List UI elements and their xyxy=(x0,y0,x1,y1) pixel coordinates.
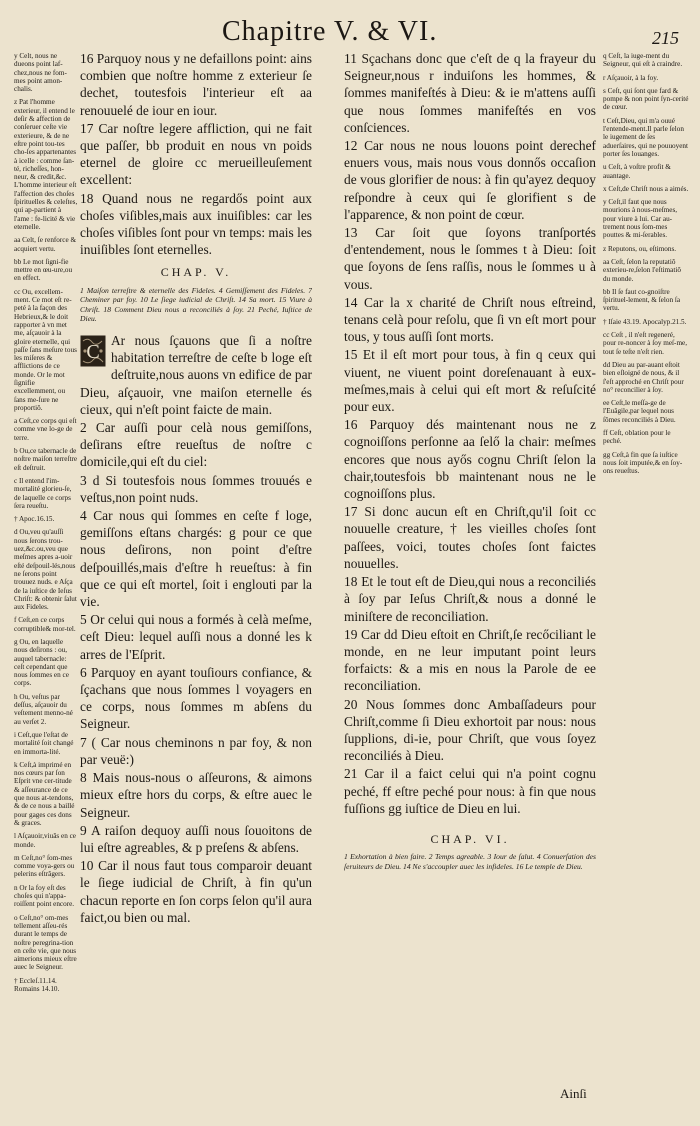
margin-note: k Ceſt,à imprimé en nos cœurs par ſon Eſprit vne cer-titude & aſſeurance de ce que nous at-tendons, & de ce nous a baillé pour gages ces dons & graces. xyxy=(14,760,75,827)
folio-number: 215 xyxy=(652,28,679,48)
margin-note: d Ou,veu qu'auſſi nous ſerons trou-uez,&c.ou,veu que meſmes apres a-uoir eſté deſpouil-lés,nous ne ſerons point trouuez nuds. e Aſça de la iuſtice de Ieſus Chriſt: & obtenir ſalut aux Fideles. xyxy=(14,528,77,612)
verse-number: 15 xyxy=(344,347,358,363)
verse xyxy=(80,50,312,119)
drop-initial-letter: C xyxy=(86,341,100,364)
verse-text: Car la x charité de Chriſt nous eſtreind, tenans celà pour reſolu, que ſi vn eſt mort pour tous, y tous auſſi ſont morts. xyxy=(344,294,596,345)
verse xyxy=(344,765,596,817)
chapter-summary: 1 Maiſon terreſtre & eternelle des Fideles. 4 Gemiſſement des Fideles. 7 Cheminer par foy. 10 Le ſiege iudicial de Chriſt. 14 Sa mort. 15 Viure à Chriſt. 18 Comment Dieu nous a reconciliés à ſoy. 21 Peché, Iuſtice de Dieu. xyxy=(80,285,312,324)
margin-note: f Ceſt,en ce corps corruptible& mor-tel. xyxy=(14,616,76,633)
margin-note: i Ceſt,que l'eſtat de mortalité ſoit changé en immorta-lité. xyxy=(14,730,74,756)
running-title: Chapitre V. & VI. xyxy=(222,16,438,47)
verse xyxy=(344,224,596,293)
margin-note: cc Ceſt , il n'eſt regeneré, pour re-noncer à ſoy meſ-me, tout ſe teſte n'eſt rien. xyxy=(603,331,688,356)
verse xyxy=(80,769,312,821)
margin-note: y Ceſt,il faut que nous mourions à nous-meſmes, pour viure à lui. Car au-trement nous ſom-mes pouttes & mi-ſerables. xyxy=(603,198,678,240)
margin-note: bb Le mot ſigni-fie mettre en œu-ure,ou en effect. xyxy=(14,257,73,283)
verse xyxy=(80,857,312,926)
verse-text: Car ſoit que ſoyons tranſportés d'entendement, nous le ſommes t à Dieu: ſoit que ſoyons de ſens raſſis, nous le ſommes u à vous. xyxy=(344,225,596,292)
verse-number: 7 xyxy=(80,734,87,750)
verse-text: Car il a faict celui qui n'a point cognu peché, ff eſtre peché pour nous: à fin que nous fuſſions gg iuſtice de Dieu en lui. xyxy=(344,766,596,816)
margin-note: q Ceſt, la iuge-ment du Seigneur, qui eſt à craindre. xyxy=(603,52,683,69)
verse xyxy=(80,664,312,733)
margin-note: c Il entend l'im-mortalité glorieu-ſe, de laquelle ce corps ſera reueſtu. xyxy=(14,476,72,510)
verse-number: 17 xyxy=(344,504,358,520)
verse xyxy=(344,573,596,625)
margin-note: z Pat l'homme exterieur, il entend le deſir & affection de conſeruer ceſte vie exterieure, & de ne eſtre point tou-tes cho-ſes appartenantes à icelle : comme ſan-té, richeſſes, hon-neur, & credit,&c. L'homme interieur eſt l'affection des choſes ſpirituelles & celeſtes, qui ap-partient à l'ame : fe-licité & vie eternelle. xyxy=(14,98,78,231)
right-margin-notes xyxy=(603,52,689,1082)
verse xyxy=(344,294,596,346)
verse-text: Sçachans donc que c'eſt de q la frayeur du Seigneur,nous r induiſons les hommes, & ſommes manifeſtés à Dieu: & ie m'attens auſſi que nous ſommes manifeſtés en vos conſciences. xyxy=(344,51,596,135)
verse-text: d Si toutesfois nous ſommes trouués e veſtus,non point nuds. xyxy=(80,472,312,505)
margin-note: y Celt, nous ne dueons point laf-chez,nous ne fom-mes point amon-chalis. xyxy=(14,52,67,94)
verse xyxy=(344,626,596,695)
verse-text: Car dd Dieu eſtoit en Chriſt,ſe recőciliant le monde, en ne leur imputant point leurs forfaicts: & a mis en nous la Parole de ee reconciliation. xyxy=(344,626,596,694)
verse-number: 8 xyxy=(80,770,87,786)
margin-note: o Ceſt,no° om-mes tellement aſſeu-rés durant le temps de noſtre peregrina-tion en ceſte vie, que nous aimerions mieux eſtre auec le Seigneur. xyxy=(14,913,77,972)
ornamental-initial xyxy=(80,334,106,368)
margin-note: † Iſaie 43.19. Apocalyp.21.5. xyxy=(603,317,687,326)
verse-number: 6 xyxy=(80,664,87,680)
verse-text: Car nous ne nous louons point derechef enuers vous, mais nous vous donnős occaſion de vous glorifier de nous: à fin qu'ayez dequoy reſpondre à ceux qui ſe glorifient s de l'apparence, & non point de cœur. xyxy=(344,138,596,222)
verse-number: 2 xyxy=(80,420,87,436)
margin-note: cc Ou, excellem-ment. Ce mot eſt re-peté à la façon des Hebrieux,& le doit rapporter à vn met me, aſçauoir à la gloire eternelle, qui paſſe ſans meſure tous les miſeres & afflictions de ce monde. Or le mot ſignifie excellemment, ou ſans me-ſure ne proportiõ. xyxy=(14,287,77,412)
verse-number: 9 xyxy=(80,822,87,838)
margin-note: aa Ceſt, ſelon la reputatiõ exterieu-re,ſelon l'eſtimatiõ du monde. xyxy=(603,257,681,283)
verse-number: 16 xyxy=(344,417,358,433)
verse-number: 19 xyxy=(344,626,358,642)
margin-note: l Aſçauoir,viuãs en ce monde. xyxy=(14,832,76,849)
chapter-heading: CHAP. VI. xyxy=(430,831,510,846)
margin-note: x Ceſt,de Chriſt nous a aimés. xyxy=(603,184,689,193)
verse-number: 11 xyxy=(344,51,357,66)
margin-note: a Ceſt,ce corps qui eſt comme vne lo-ge de terre. xyxy=(14,417,77,442)
verse-text: Quand nous ne regardős point aux choſes viſibles,mais aux inuiſibles: car les choſes viſibles ſont pour vn temps: mais les inuiſibles ſont eternelles. xyxy=(80,190,312,258)
verse-number: 10 xyxy=(80,858,94,874)
verse-number: 3 xyxy=(80,472,87,488)
chapter-heading: CHAP. V. xyxy=(160,265,232,280)
margin-note: s Ceſt, qui ſont que fard & pompe & non point ſyn-cerité de cœur. xyxy=(603,86,689,112)
verse-number: 14 xyxy=(344,294,358,310)
verse-text: ( Car nous cheminons n par foy, & non par veuë:) xyxy=(80,734,312,767)
margin-note: b Ou,ce tabernacle de noſtre maiſon terreſtre eſt deſtruit. xyxy=(14,447,78,472)
verse xyxy=(344,696,596,765)
verse xyxy=(80,734,312,768)
verse-number: 5 xyxy=(80,612,87,628)
verse-number: 17 xyxy=(80,120,94,136)
verse-text: A raiſon dequoy auſſi nous ſouoitons de lui eſtre agreables, & p preſens & abſens. xyxy=(80,822,312,855)
verse-text: Si donc aucun eſt en Chriſt,qu'il ſoit cc nouuelle creature, † les vieilles choſes ſont paſſees, voici, toutes choſes ſont faictes nouuelles. xyxy=(344,504,596,571)
verse xyxy=(80,472,312,506)
verse-number: 4 xyxy=(80,508,87,524)
text-column-left xyxy=(80,50,312,1090)
verse xyxy=(80,120,312,189)
verse-first xyxy=(80,332,312,418)
verse-number: 18 xyxy=(80,190,94,206)
margin-note: n Or la foy eſt des choſes qui n'appa-roiſſent point encore. xyxy=(14,883,75,909)
verse-number: 12 xyxy=(344,138,358,154)
margin-note: z Reputons, ou, eſtimons. xyxy=(603,244,677,253)
verse-text: Car il nous faut tous comparoir deuant le ſiege iudicial de Chriſt, à fin qu'un chacun reporte en ſon corps ſelon qu'il aura faict,ou bien ou mal. xyxy=(80,858,312,925)
verse xyxy=(344,137,596,223)
verse xyxy=(344,346,596,415)
margin-note: g Ou, en laquelle nous deſirons : ou, auquel tabernacle: ceſt cependant que nous ſommes en ce corps. xyxy=(14,638,69,688)
verse-text: Et le tout eſt de Dieu,qui nous a reconciliés à ſoy par Ieſus Chriſt,& nous a donné le miniſtere de reconciliation. xyxy=(344,574,596,624)
verse-text: Parquoy dés maintenant nous ne z cognoiſſons perſonne aa ſelő la chair: meſmes encores que nous ayős cognu Chriſt ſelon la chair,toutesfois bb maintenant nous ne le cognoiſſons plus. xyxy=(344,417,596,502)
margin-note: † Eccleſ.11.14. Romains 14.10. xyxy=(14,976,60,993)
margin-note: gg Ceſt,à fin que ſa iuſtice nous ſoit imputée,& en ſoy-ons reueſtus. xyxy=(603,450,683,476)
margin-note: u Ceſt, à voſtre profit & auantage. xyxy=(603,163,671,180)
margin-note: ee Ceſt,le meſſa-ge de l'Euãgile,par lequel nous ſõmes reconciliés à Dieu. xyxy=(603,399,676,424)
verse xyxy=(80,611,312,663)
margin-note: m Ceſt,no° ſom-mes comme voya-gers ou pelerins eſtrãgers. xyxy=(14,853,75,879)
margin-note: r Aſçauoir, à la foy. xyxy=(603,73,659,82)
verse-text: Car auſſi pour celà nous gemiſſons, deſirans eſtre reueſtus de noſtre c domicile,qui eſt du ciel: xyxy=(80,420,312,470)
verse xyxy=(80,507,312,610)
verse-number: 16 xyxy=(80,51,94,66)
margin-note: bb Il ſe faut co-gnoiſtre ſpirituel-lement, & ſelon ſa vertu. xyxy=(603,287,681,313)
text-column-right xyxy=(344,50,596,1090)
verse xyxy=(344,50,596,136)
verse-number: 21 xyxy=(344,766,358,782)
verse-text: Et il eſt mort pour tous, à fin q ceux qui viuent, ne viuent point doreſenauant à eux-meſmes,mais à celui qui eſt mort & reſuſcité pour eux. xyxy=(344,347,596,415)
verse-number: 20 xyxy=(344,696,358,712)
verse xyxy=(80,419,312,471)
chapter-summary: 1 Exhortation à bien faire. 2 Temps agreable. 3 Iour de ſalut. 4 Conuerſation des ſeruiteurs de Dieu. 14 Ne s'accoupler auec les infideles. 16 Le temple de Dieu. xyxy=(344,852,596,871)
verse-text: Car noſtre legere affliction, qui ne fait que paſſer, bb produit en nous vn poids eternel de gloire cc merueilleuſement excellent: xyxy=(80,120,312,188)
margin-note: t Ceſt,Dieu, qui m'a ouué l'entende-ment.Il parle ſelon le iugement de ſes aduerſaires, qui ne pouuoyent porter ſes louanges. xyxy=(603,116,689,158)
verse-text: Or celui qui nous a formés à celà meſme, ceſt Dieu: lequel auſſi nous a donné les k arres de l'Eſprit. xyxy=(80,612,312,662)
verse xyxy=(80,822,312,856)
margin-note: aa Celt, ſe renforce & acquiert vertu. xyxy=(14,236,77,253)
left-margin-notes xyxy=(14,52,78,1082)
verse-text: Ar nous ſçauons que ſi a noſtre habitation terreſtre de ceſte b loge eſt deſtruite,nous auons vn edifice de par Dieu, aſçauoir, vne maiſon eternelle és cieux, qui n'eſt point faicte de main. xyxy=(80,333,312,417)
verse xyxy=(344,416,596,502)
margin-note: ff Ceſt, oblation pour le peché. xyxy=(603,428,671,446)
verse xyxy=(344,503,596,572)
verse-number: 18 xyxy=(344,574,358,590)
verse xyxy=(80,190,312,259)
page-header xyxy=(0,14,700,54)
margin-note: dd Dieu au par-auant eſtoit bien eſloigné de nous, & il ſ'eſt approché en Chriſt pour no° reconcilier à ſoy. xyxy=(603,360,684,394)
verse-text: Parquoy en ayant touſiours confiance, & ſçachans que nous ſommes l voyagers en ce corps, nous ſommes m abſens du Seigneur. xyxy=(80,664,312,732)
verse-text: Car nous qui ſommes en ceſte f loge, gemiſſons eſtans chargés: g pour ce que nous deſirons, non point d'eſtre deſpouillés,mais d'eſtre h reueſtus: à fin que ce qui eſt mortel, ſoit i englouti par la vie. xyxy=(80,508,312,610)
verse-text: Nous ſommes donc Ambaſſadeurs pour Chriſt,comme ſi Dieu exhortoit par nous: nous ſupplions, di-ie, pour Chriſt, que vous ſoyez reconciliés à Dieu. xyxy=(344,696,596,764)
catchword: Ainſi xyxy=(560,1086,587,1101)
margin-note: h Ou, veſtus par deſſus, aſçauoir du veſtement menno-né au verſet 2. xyxy=(14,692,73,726)
verse-text: Parquoy nous y ne defaillons point: ains combien que noſtre homme z exterieur ſe dechet, toutesfois l'interieur eſt aa renouuelé de iour en iour. xyxy=(80,51,312,118)
ornament-frame-icon xyxy=(80,335,106,367)
verse-text: Mais nous-nous o aſſeurons, & aimons mieux eſtre hors du corps, & eſtre auec le Seigneur. xyxy=(80,770,312,820)
margin-note: † Apoc.16.15. xyxy=(14,515,55,524)
verse-number: 13 xyxy=(344,225,358,241)
